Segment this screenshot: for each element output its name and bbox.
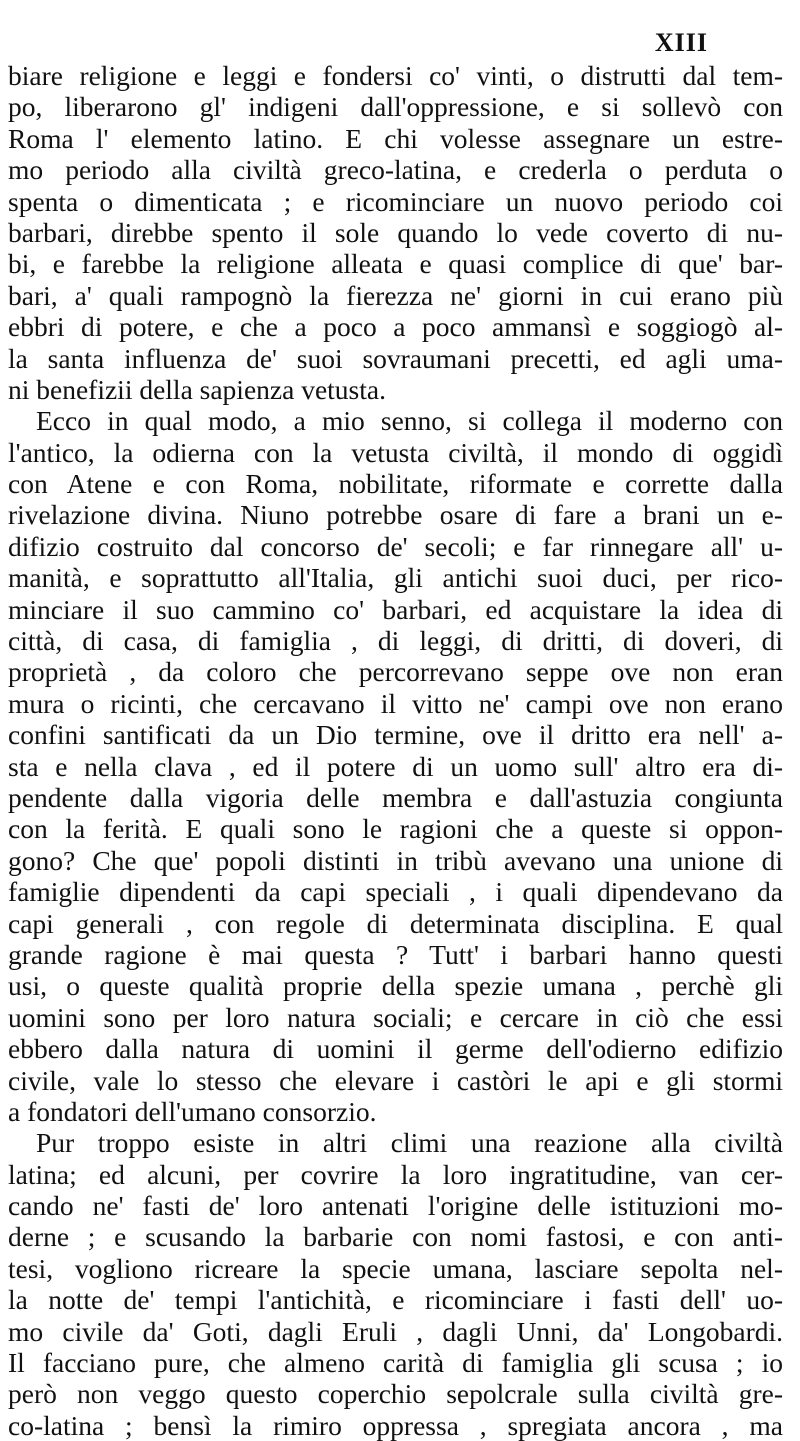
text-line: però non veggo questo coperchio sepolcrale sulla civiltà gre- [8,1378,783,1410]
text-line: ebbri di potere, e che a poco a poco ammansì e soggiogò al- [8,311,783,343]
paragraph-start-line: Pur troppo esiste in altri climi una reazione alla civiltà [36,1127,783,1159]
paragraph-end-line: ni benefizii della sapienza vetusta. [8,373,386,405]
text-line: con la ferità. E quali sono le ragioni che a queste si oppon- [8,813,783,845]
text-line: ebbero dalla natura di uomini il germe dell'odierno edifizio [8,1033,783,1065]
text-line: manità, e soprattutto all'Italia, gli antichi suoi duci, per rico- [8,562,783,594]
text-line: uomini sono per loro natura sociali; e cercare in ciò che essi [8,1001,783,1033]
text-line: città, di casa, di famiglia , di leggi, di dritti, di doveri, di [8,625,783,657]
paragraph-start-line: Ecco in qual modo, a mio senno, si collega il moderno con [36,405,783,437]
text-line: latina; ed alcuni, per covrire la loro ingratitudine, van cer- [8,1158,783,1190]
text-line: con Atene e con Roma, nobilitate, riformate e corrette dalla [8,468,783,500]
text-line: bari, a' quali rampognò la fierezza ne' giorni in cui erano più [8,279,783,311]
text-line: confini santificati da un Dio termine, ove il dritto era nell' a- [8,719,783,751]
text-line: famiglie dipendenti da capi speciali , i quali dipendevano da [8,876,783,908]
text-line: spenta o dimenticata ; e ricominciare un nuovo periodo coi [8,185,783,217]
text-line: minciare il suo cammino co' barbari, ed acquistare la idea di [8,593,783,625]
text-line: pendente dalla vigoria delle membra e dall'astuzia congiunta [8,781,783,813]
text-line: Il facciano pure, che almeno carità di famiglia gli scusa ; io [8,1347,783,1379]
text-line: proprietà , da coloro che percorrevano seppe ove non eran [8,656,783,688]
text-line: bi, e farebbe la religione alleata e quasi complice di que' bar- [8,248,783,280]
text-line: sta e nella clava , ed il potere di un uomo sull' altro era di- [8,750,783,782]
text-line: usi, o queste qualità proprie della spezie umana , perchè gli [8,970,783,1002]
text-line: cando ne' fasti de' loro antenati l'origine delle istituzioni mo- [8,1190,783,1222]
text-line: capi generali , con regole di determinata disciplina. E qual [8,907,783,939]
text-line: mo civile da' Goti, dagli Eruli , dagli Unni, da' Longobardi. [8,1315,783,1347]
page-number: XIII [654,28,708,57]
text-line: mo periodo alla civiltà greco-latina, e crederla o perduta o [8,154,783,186]
text-line: rivelazione divina. Niuno potrebbe osare di fare a brani un e- [8,499,783,531]
paragraph-end-line: a fondatori dell'umano consorzio. [8,1095,377,1127]
text-line: la notte de' tempi l'antichità, e ricominciare i fasti dell' uo- [8,1284,783,1316]
text-line: l'antico, la odierna con la vetusta civiltà, il mondo di oggidì [8,436,783,468]
text-line: gono? Che que' popoli distinti in tribù avevano una unione di [8,844,783,876]
text-line: grande ragione è mai questa ? Tutt' i barbari hanno questi [8,938,783,970]
text-line: mura o ricinti, che cercavano il vitto ne' campi ove non erano [8,687,783,719]
text-line: tesi, vogliono ricreare la specie umana, lasciare sepolta nel- [8,1252,783,1284]
text-line: difizio costruito dal concorso de' secoli; e far rinnegare all' u- [8,530,783,562]
text-line: po, liberarono gl' indigeni dall'oppressione, e si sollevò con [8,91,783,123]
text-line: civile, vale lo stesso che elevare i castòri le api e gli stormi [8,1064,783,1096]
body-text [8,60,783,1441]
text-line: derne ; e scusando la barbarie con nomi fastosi, e con anti- [8,1221,783,1253]
text-line: barbari, direbbe spento il sole quando lo vede coverto di nu- [8,216,783,248]
text-line: co-latina ; bensì la rimiro oppressa , spregiata ancora , ma [8,1409,783,1441]
text-line: biare religione e leggi e fondersi co' vinti, o distrutti dal tem- [8,60,783,91]
text-line: la santa influenza de' suoi sovraumani precetti, ed agli uma- [8,342,783,374]
text-line: Roma l' elemento latino. E chi volesse assegnare un estre- [8,122,783,154]
